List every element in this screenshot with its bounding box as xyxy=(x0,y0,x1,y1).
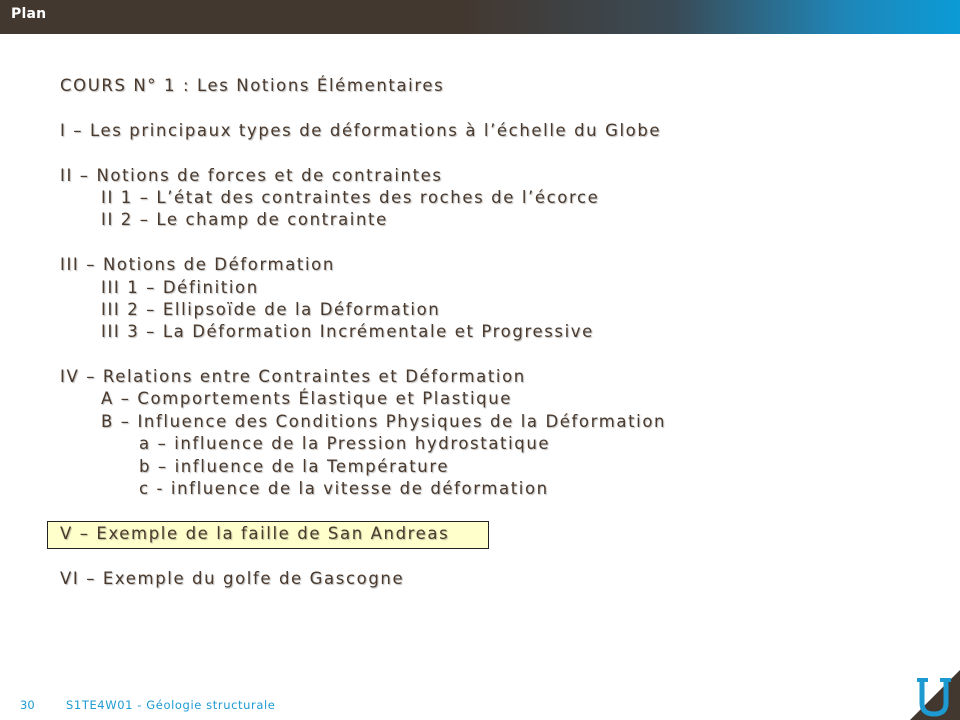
section-iv: IV – Relations entre Contraintes et Déformation xyxy=(60,367,526,387)
section-v: V – Exemple de la faille de San Andreas xyxy=(60,523,450,543)
spacer xyxy=(60,344,920,366)
subsection-iv-b: B – Influence des Conditions Physiques de la Déformation xyxy=(101,411,667,431)
course-footer: S1TE4W01 - Géologie structurale xyxy=(66,698,276,712)
subsection-ii-2: II 2 – Le champ de contrainte xyxy=(101,210,388,230)
spacer xyxy=(60,500,920,522)
title-bar xyxy=(0,0,960,34)
section-ii: II – Notions de forces et de contraintes xyxy=(60,165,443,185)
university-logo-icon xyxy=(900,660,960,720)
subsection-iii-3: III 3 – La Déformation Incrémentale et Progressive xyxy=(101,322,594,342)
outline xyxy=(60,75,920,590)
section-iii: III – Notions de Déformation xyxy=(60,255,335,275)
page-number: 30 xyxy=(20,698,35,712)
section-vi: VI – Exemple du golfe de Gascogne xyxy=(60,568,405,588)
subsection-iii-1: III 1 – Définition xyxy=(101,277,259,297)
section-i: I – Les principaux types de déformations à l’échelle du Globe xyxy=(60,120,662,140)
subsection-ii-1: II 1 – L’état des contraintes des roches de l’écorce xyxy=(101,187,600,207)
subsection-iv-a: A – Comportements Élastique et Plastique xyxy=(101,389,513,409)
course-heading: COURS N° 1 : Les Notions Élémentaires xyxy=(60,76,445,95)
subsection-iii-2: III 2 – Ellipsoïde de la Déformation xyxy=(101,299,441,319)
slide-title: Plan xyxy=(11,6,47,22)
subsection-iv-b-b: b – influence de la Température xyxy=(139,456,450,476)
subsection-iv-b-a: a – influence de la Pression hydrostatique xyxy=(139,434,551,454)
spacer xyxy=(60,97,920,119)
spacer xyxy=(60,545,920,567)
spacer xyxy=(60,142,920,164)
subsection-iv-b-c: c - influence de la vitesse de déformation xyxy=(139,479,549,499)
spacer xyxy=(60,232,920,254)
